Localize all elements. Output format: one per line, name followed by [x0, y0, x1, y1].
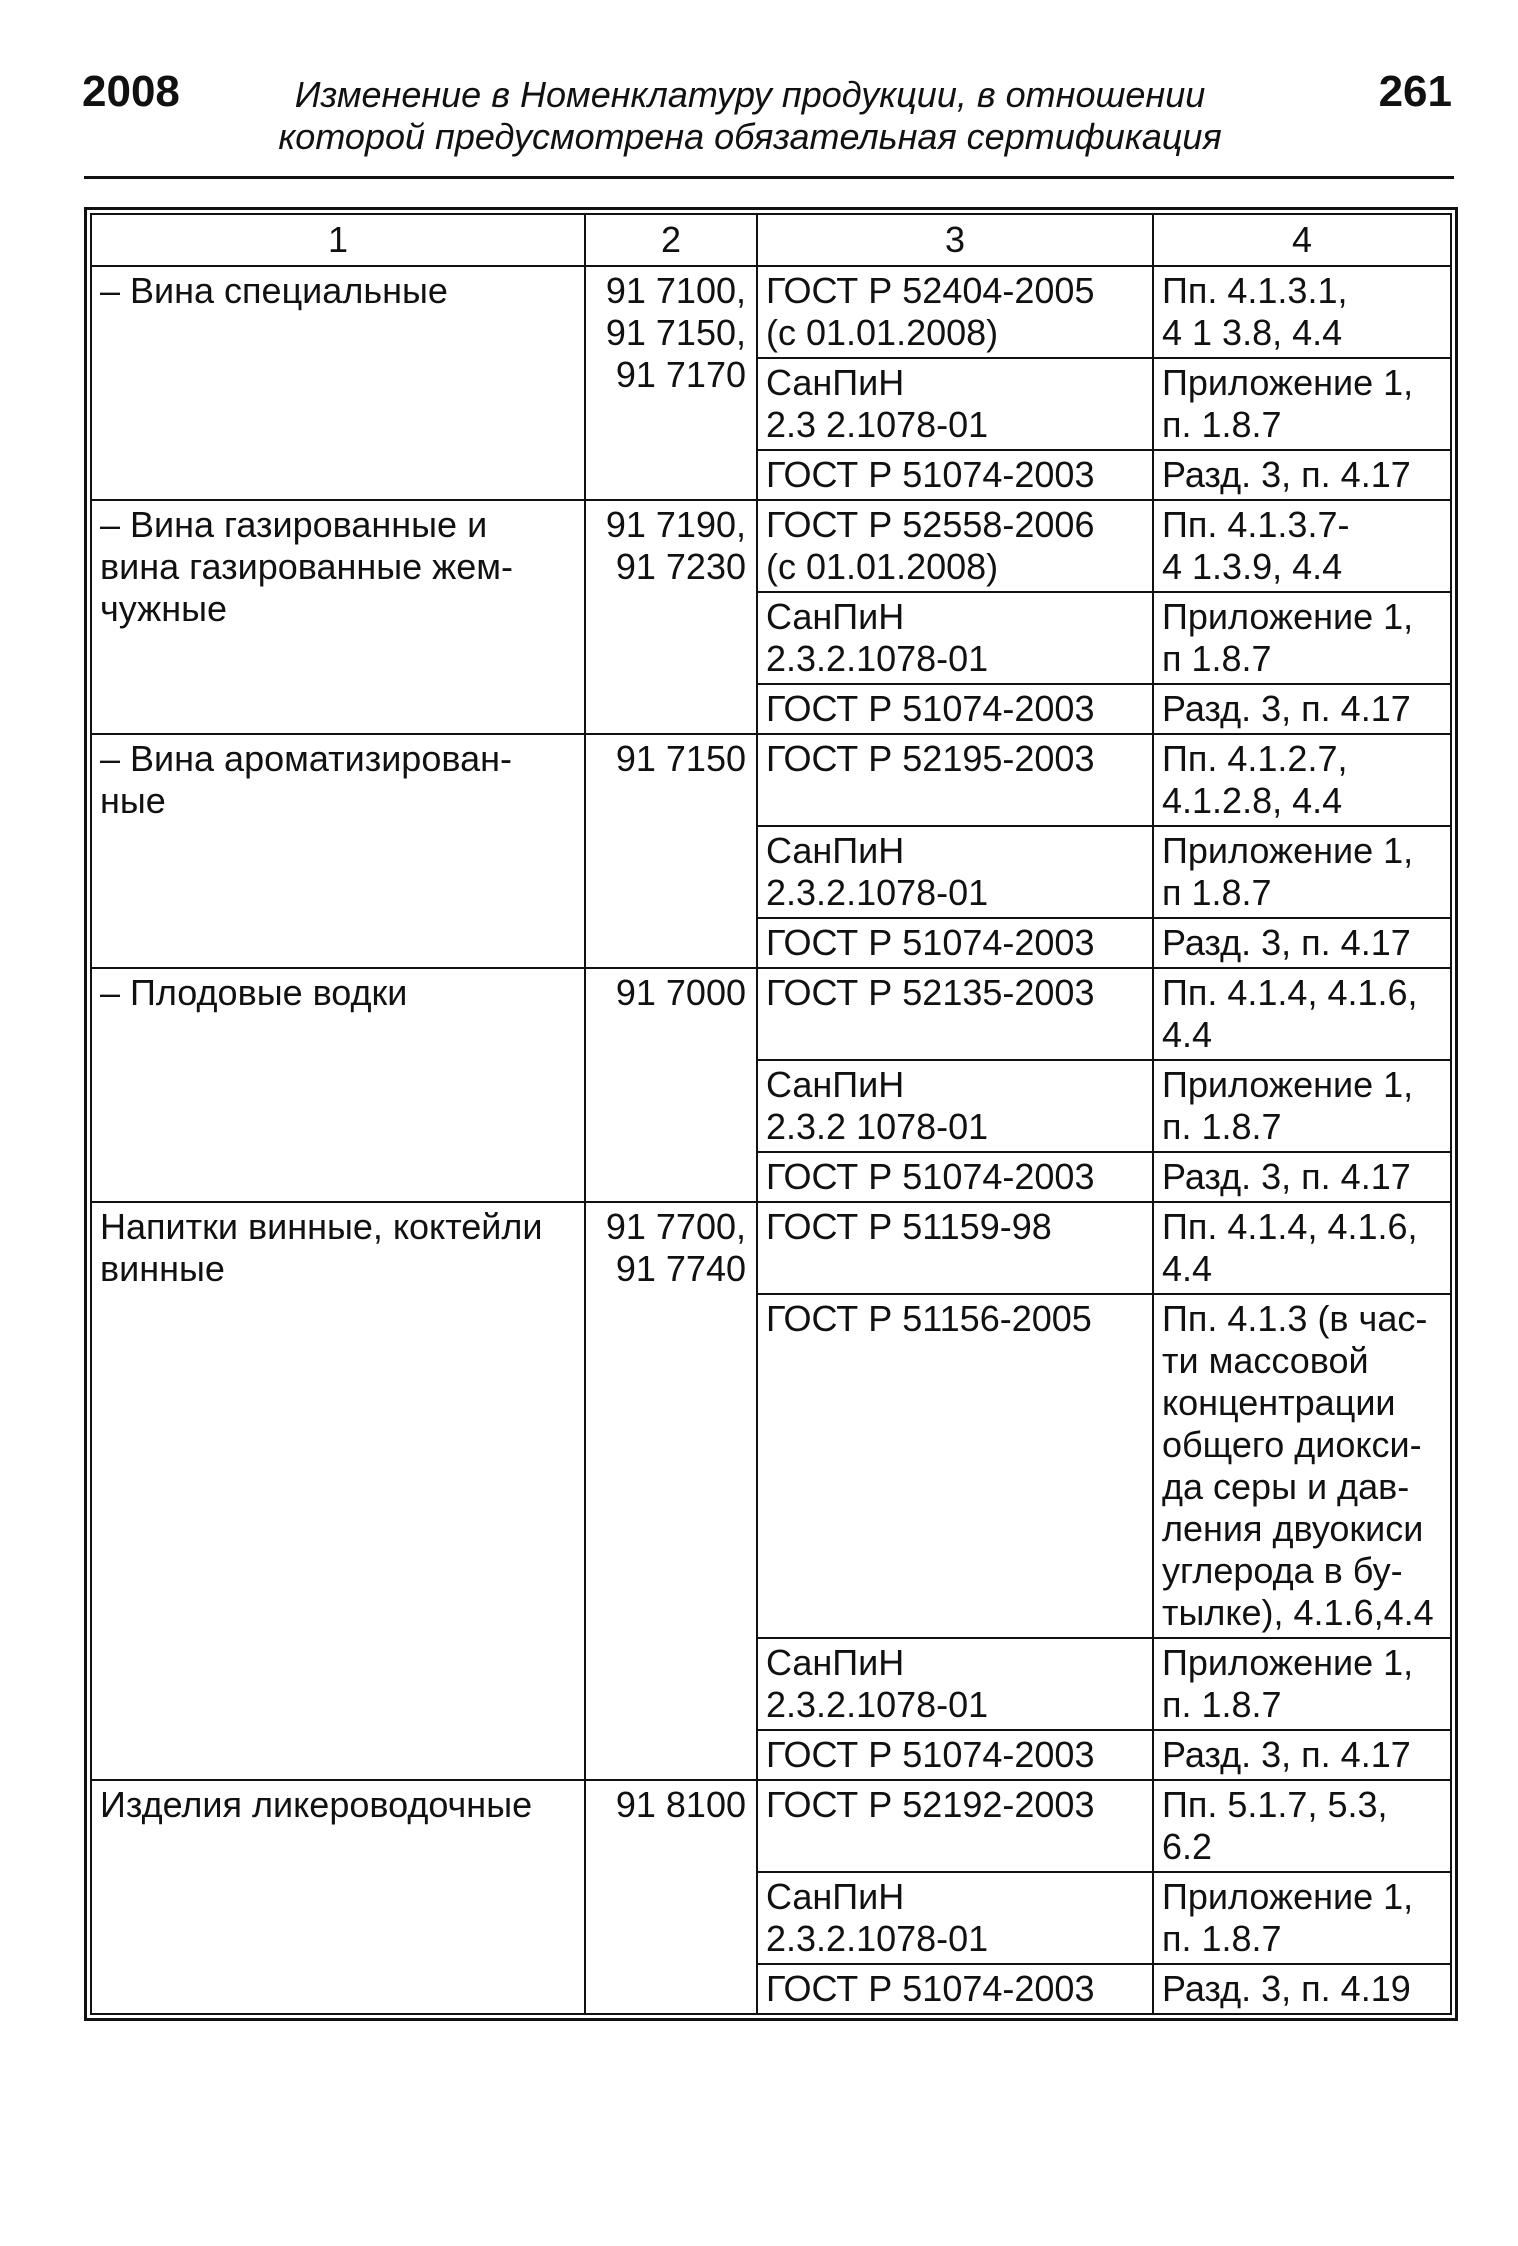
clause-cell: Приложение 1, п. 1.8.7 — [1153, 1060, 1451, 1152]
standard-cell: ГОСТ Р 51156-2005 — [757, 1294, 1153, 1638]
clause-cell: Приложение 1, п. 1.8.7 — [1153, 1638, 1451, 1730]
page-number: 261 — [1378, 67, 1452, 116]
clause-cell: Пп. 4.1.3 (в час- ти массовой концентрации общего диокси- да серы и дав- ления двуокиси углерода в бу- тылке), 4.1.6,4.4 — [1153, 1294, 1451, 1638]
product-code-cell: 91 7190, 91 7230 — [585, 500, 757, 734]
product-code-cell: 91 8100 — [585, 1780, 757, 2014]
product-name-cell: – Вина газированные и вина газированные жем- чужные — [91, 500, 585, 734]
table-row — [91, 1780, 1451, 1872]
product-code-cell: 91 7000 — [585, 968, 757, 1202]
product-code-cell: 91 7100, 91 7150, 91 7170 — [585, 266, 757, 500]
standard-cell: ГОСТ Р 52135-2003 — [757, 968, 1153, 1060]
product-name-cell: – Вина специальные — [91, 266, 585, 500]
standard-cell: ГОСТ Р 52195-2003 — [757, 734, 1153, 826]
column-header-2: 2 — [585, 214, 757, 266]
standard-cell: ГОСТ Р 51159-98 — [757, 1202, 1153, 1294]
page-title-line-1: Изменение в Номенклатуру продукции, в отношении — [294, 74, 1206, 115]
standard-cell: СанПиН 2.3.2.1078-01 — [757, 826, 1153, 918]
standard-cell: ГОСТ Р 51074-2003 — [757, 450, 1153, 500]
clause-cell: Разд. 3, п. 4.19 — [1153, 1964, 1451, 2014]
table-header-row — [91, 214, 1451, 266]
column-header-4: 4 — [1153, 214, 1451, 266]
column-header-3: 3 — [757, 214, 1153, 266]
standard-cell: ГОСТ Р 52192-2003 — [757, 1780, 1153, 1872]
standard-cell: ГОСТ Р 52404-2005 (с 01.01.2008) — [757, 266, 1153, 358]
clause-cell: Приложение 1, п. 1.8.7 — [1153, 358, 1451, 450]
clause-cell: Пп. 5.1.7, 5.3, 6.2 — [1153, 1780, 1451, 1872]
certification-table — [90, 213, 1452, 2015]
header-year: 2008 — [82, 67, 180, 116]
standard-cell: ГОСТ Р 51074-2003 — [757, 1964, 1153, 2014]
column-header-1: 1 — [91, 214, 585, 266]
page-title-line-2: которой предусмотрена обязательная сертификация — [278, 116, 1222, 157]
standard-cell: ГОСТ Р 51074-2003 — [757, 1152, 1153, 1202]
standard-cell: СанПиН 2.3.2 1078-01 — [757, 1060, 1153, 1152]
clause-cell: Приложение 1, п. 1.8.7 — [1153, 1872, 1451, 1964]
table-row — [91, 500, 1451, 592]
table-row — [91, 734, 1451, 826]
standard-cell: ГОСТ Р 51074-2003 — [757, 684, 1153, 734]
standard-cell: СанПиН 2.3.2.1078-01 — [757, 1638, 1153, 1730]
clause-cell: Пп. 4.1.3.1, 4 1 3.8, 4.4 — [1153, 266, 1451, 358]
standard-cell: СанПиН 2.3 2.1078-01 — [757, 358, 1153, 450]
clause-cell: Пп. 4.1.3.7- 4 1.3.9, 4.4 — [1153, 500, 1451, 592]
clause-cell: Разд. 3, п. 4.17 — [1153, 1152, 1451, 1202]
standard-cell: ГОСТ Р 51074-2003 — [757, 918, 1153, 968]
table-row — [91, 968, 1451, 1060]
clause-cell: Разд. 3, п. 4.17 — [1153, 1730, 1451, 1780]
product-name-cell: Изделия ликероводочные — [91, 1780, 585, 2014]
table-row — [91, 1202, 1451, 1294]
standard-cell: СанПиН 2.3.2.1078-01 — [757, 592, 1153, 684]
standard-cell: СанПиН 2.3.2.1078-01 — [757, 1872, 1153, 1964]
table-row — [91, 266, 1451, 358]
header-rule — [84, 176, 1454, 179]
table-body — [91, 214, 1451, 2014]
certification-table-frame — [84, 207, 1458, 2021]
product-name-cell: – Вина ароматизирован- ные — [91, 734, 585, 968]
standard-cell: ГОСТ Р 51074-2003 — [757, 1730, 1153, 1780]
clause-cell: Приложение 1, п 1.8.7 — [1153, 592, 1451, 684]
page-title — [240, 74, 1260, 158]
clause-cell: Пп. 4.1.4, 4.1.6, 4.4 — [1153, 968, 1451, 1060]
clause-cell: Разд. 3, п. 4.17 — [1153, 684, 1451, 734]
product-code-cell: 91 7150 — [585, 734, 757, 968]
clause-cell: Пп. 4.1.4, 4.1.6, 4.4 — [1153, 1202, 1451, 1294]
clause-cell: Разд. 3, п. 4.17 — [1153, 450, 1451, 500]
product-code-cell: 91 7700, 91 7740 — [585, 1202, 757, 1780]
clause-cell: Пп. 4.1.2.7, 4.1.2.8, 4.4 — [1153, 734, 1451, 826]
clause-cell: Приложение 1, п 1.8.7 — [1153, 826, 1451, 918]
product-name-cell: – Плодовые водки — [91, 968, 585, 1202]
standard-cell: ГОСТ Р 52558-2006 (с 01.01.2008) — [757, 500, 1153, 592]
product-name-cell: Напитки винные, коктейли винные — [91, 1202, 585, 1780]
clause-cell: Разд. 3, п. 4.17 — [1153, 918, 1451, 968]
